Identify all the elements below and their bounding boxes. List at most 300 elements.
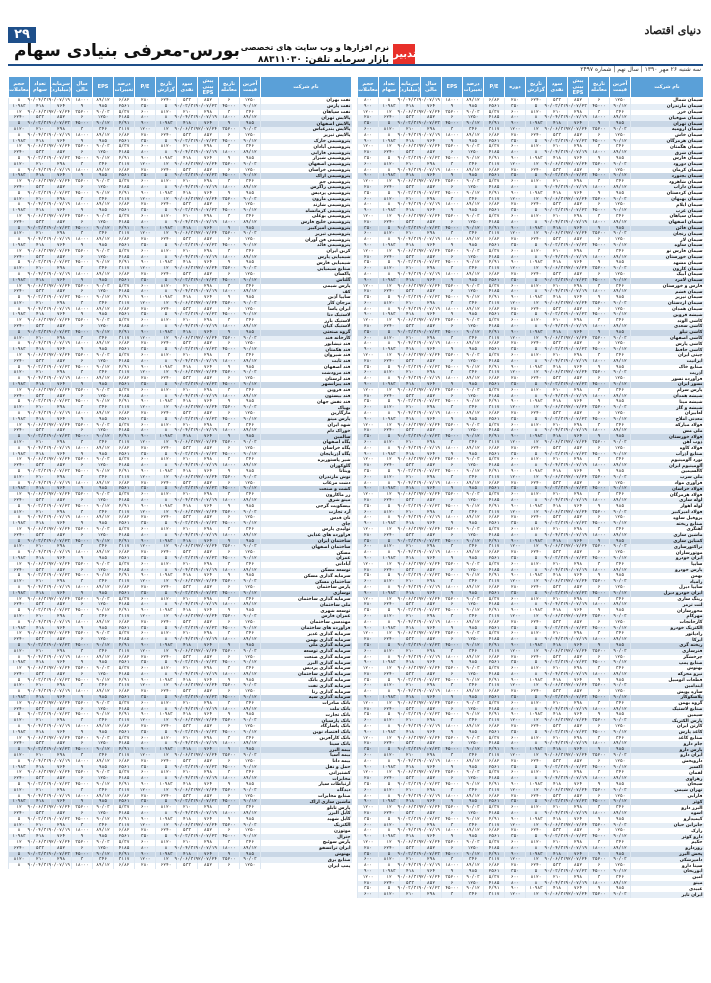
- table-cell: ۹۰/۰۷/۲۳: [48, 712, 70, 718]
- table-cell: ۳۱۱۷: [114, 683, 135, 689]
- table-cell: ۴۱۸: [177, 191, 198, 197]
- table-cell: ۹۰/۰۳: [463, 805, 484, 811]
- table-cell: ۸۹/۱۲: [610, 811, 631, 817]
- table-cell: ۴۱۸: [177, 852, 198, 858]
- table-cell: ۸۰۰: [505, 324, 526, 330]
- table-cell: ۴۱۸: [30, 208, 51, 214]
- table-cell: ۹۰/۰۶/۳۱: [174, 231, 196, 237]
- table-cell: ۸۵۲: [198, 307, 219, 313]
- table-cell: ۲۱۰: [30, 614, 51, 620]
- table-cell: ۱۰۹۸۳: [9, 347, 30, 353]
- table-cell: ۵: [526, 208, 547, 214]
- table-cell: ۴۱۸: [400, 660, 421, 666]
- table-cell: ۶: [219, 828, 240, 834]
- table-cell: ۳۵۲۰۰: [72, 492, 93, 498]
- table-cell: ۴۱۸: [547, 643, 568, 649]
- table-cell: ۲۸۰: [505, 794, 526, 800]
- table-cell: ۲۱۰: [177, 249, 198, 255]
- table-cell: ۴۵۰۰۰: [219, 347, 240, 353]
- table-cell: ۳۴۶: [93, 510, 114, 516]
- table-cell: ۶۲۴۰: [156, 828, 177, 834]
- table-cell: ۹۰/۱۲: [463, 330, 484, 336]
- table-cell: ۸۱۲۰: [526, 701, 547, 707]
- table-cell: ۳۴۶: [93, 857, 114, 863]
- table-cell: ۳۱۱۷: [484, 301, 505, 307]
- column-header: درصد تغییرات: [463, 77, 484, 98]
- table-cell: ۸: [526, 185, 547, 191]
- table-cell: ۹۰/۰۳: [93, 666, 114, 672]
- table-cell: ۹: [589, 886, 610, 892]
- table-cell: ۹۸۵: [240, 817, 261, 823]
- table-cell: ۱۰۹۸۳: [9, 730, 30, 736]
- table-cell: ۱۲: [156, 127, 177, 133]
- table-cell: ۸۱۲۰: [9, 579, 30, 585]
- table-cell: ۸۱۲۰: [9, 614, 30, 620]
- table-cell: ۸: [156, 533, 177, 539]
- table-cell: ۳۴۶: [93, 649, 114, 655]
- table-cell: ۶: [219, 202, 240, 208]
- table-cell: ۵: [379, 191, 400, 197]
- table-cell: ۲۹۸: [51, 127, 72, 133]
- table-cell: ۶/۸۲: [484, 237, 505, 243]
- table-cell: ۹۸۵: [610, 782, 631, 788]
- table-cell: ۱۲۰۰: [135, 301, 156, 307]
- table-cell: ۳۵۰: [135, 486, 156, 492]
- table-cell: ۶۲۴۰: [379, 115, 400, 121]
- table-cell: ۳۵۲۰۰: [72, 388, 93, 394]
- table-cell: ۳۱۱۷: [114, 823, 135, 829]
- table-cell: ۸۱۲۰: [526, 423, 547, 429]
- table-cell: ۱۲: [379, 701, 400, 707]
- table-cell: ۹۰/۰۴/۳۱: [174, 776, 196, 782]
- table-cell: ۲۱۰: [400, 475, 421, 481]
- table-cell: ۶۰۰: [358, 718, 379, 724]
- company-name: سیمان ایلام: [631, 202, 704, 208]
- table-cell: ۱۸۰۰۰: [219, 498, 240, 504]
- table-cell: ۹: [219, 191, 240, 197]
- table-cell: ۸۵۲: [51, 428, 72, 434]
- table-cell: ۲۸۰: [135, 272, 156, 278]
- company-name: پتروشیمی زاگرس: [261, 185, 352, 191]
- table-cell: ۶: [442, 776, 463, 782]
- company-name: پتروشیمی خارک: [261, 139, 352, 145]
- table-cell: ۹۰/۰۷/۲۳: [48, 469, 70, 474]
- table-cell: ۸۰۰: [358, 550, 379, 556]
- table-cell: ۸۹/۱۲: [610, 637, 631, 643]
- table-cell: ۹۰/۰۳/۳۱: [174, 103, 196, 109]
- table-cell: ۱۲: [379, 388, 400, 394]
- table-cell: ۲۱۰: [30, 301, 51, 307]
- table-cell: ۵۳۳: [400, 324, 421, 330]
- table-cell: ۴۱۸: [30, 243, 51, 249]
- table-cell: ۸۱۲۰: [156, 805, 177, 811]
- company-name: پارس سوئیچ: [261, 840, 352, 846]
- table-cell: ۲۱۰: [547, 179, 568, 185]
- table-cell: ۱۰۹۸۳: [526, 469, 547, 475]
- column-header: تاریخ معامله: [589, 77, 610, 98]
- table-cell: ۳۵۲۰۰: [442, 840, 463, 846]
- table-cell: ۹۰/۰۳/۳۱: [544, 590, 566, 596]
- table-cell: ۹۰/۰۴/۳۱: [174, 219, 196, 225]
- table-cell: ۲۵۶۱: [114, 278, 135, 284]
- table-cell: ۶: [589, 585, 610, 591]
- table-cell: ۲۹۸: [51, 197, 72, 203]
- table-cell: ۹: [589, 608, 610, 614]
- table-cell: ۸۰۰: [505, 533, 526, 539]
- table-cell: ۳۵۲۰۰: [589, 231, 610, 237]
- table-cell: ۹۰/۰۳/۳۱: [397, 747, 419, 753]
- table-cell: ۴/۹۱: [484, 469, 505, 475]
- company-name: سیمان لار: [631, 237, 704, 243]
- table-cell: ۹۰/۱۲: [93, 399, 114, 405]
- table-cell: ۲۱۰: [30, 579, 51, 585]
- table-cell: ۲۹۸: [51, 857, 72, 863]
- company-name: چینی ایران: [631, 353, 704, 359]
- table-cell: ۸۵۲: [198, 98, 219, 104]
- table-cell: ۸۰۰: [358, 655, 379, 661]
- company-name: ایران دارو: [631, 753, 704, 759]
- table-cell: ۹۸۵: [463, 417, 484, 423]
- table-cell: ۹۰/۰۷/۲۳: [418, 295, 440, 301]
- table-cell: ۹۰/۰۴/۳۱: [174, 845, 196, 851]
- table-cell: ۹۰/۱۲: [93, 643, 114, 649]
- table-cell: ۴۱۸۵: [114, 255, 135, 261]
- table-cell: ۱۲۵۰: [93, 115, 114, 121]
- table-cell: ۹۲/۰۷/۲۴: [418, 144, 440, 150]
- table-cell: ۹۰/۰۶/۳۱: [27, 666, 49, 672]
- table-cell: ۲۵۶۱: [484, 104, 505, 110]
- table-cell: ۴/۹۱: [484, 573, 505, 579]
- table-cell: ۵۳۳: [30, 428, 51, 434]
- table-cell: ۶۲۴۰: [526, 411, 547, 417]
- table-cell: ۹۰۰: [358, 139, 379, 145]
- table-cell: ۶۰۰: [358, 197, 379, 203]
- table-cell: ۹۰/۰۷/۱۹: [195, 150, 217, 156]
- table-cell: ۶: [72, 707, 93, 713]
- table-cell: ۲۹۸: [198, 353, 219, 359]
- company-name: نسوز ایران: [631, 382, 704, 388]
- table-cell: ۸۱۲۰: [379, 823, 400, 829]
- table-cell: ۱۲۵۰: [610, 133, 631, 139]
- table-cell: ۱۸۰۰۰: [442, 411, 463, 417]
- table-cell: ۴۱۸: [400, 869, 421, 875]
- table-cell: ۹۰/۱۲: [93, 573, 114, 579]
- table-cell: ۶۰۰: [505, 770, 526, 776]
- table-cell: ۹۰/۰۴/۳۱: [544, 219, 566, 225]
- table-cell: ۸۵۲: [568, 863, 589, 869]
- table-cell: ۶۰۰: [135, 144, 156, 150]
- table-cell: ۲۵۶۱: [114, 799, 135, 805]
- table-cell: ۲۸۰: [505, 863, 526, 869]
- table-cell: ۵۳۳: [177, 202, 198, 208]
- table-cell: ۹۰/۰۶/۳۱: [544, 509, 566, 515]
- company-name: الکتریک خودرو: [631, 626, 704, 632]
- company-name: سیمان صوفیان: [631, 115, 704, 121]
- table-cell: ۵۳۳: [30, 498, 51, 504]
- table-cell: ۴/۹۱: [484, 191, 505, 197]
- table-cell: ۸۱۲۰: [156, 388, 177, 394]
- table-cell: ۴۱۸: [30, 486, 51, 492]
- company-name: فولاد خوزستان: [631, 434, 704, 440]
- column-header: سال مالی: [421, 77, 442, 98]
- table-cell: ۹۰/۰۷/۱۹: [565, 637, 587, 643]
- table-cell: ۲۱۰: [177, 736, 198, 742]
- table-cell: ۹۸۵: [610, 678, 631, 684]
- table-cell: ۳۵۰: [358, 539, 379, 545]
- company-name: قند پیرانشهر: [261, 382, 352, 388]
- table-cell: ۸۵۲: [198, 341, 219, 347]
- table-cell: ۵: [156, 452, 177, 458]
- table-cell: ۹۰/۰۳: [610, 197, 631, 203]
- table-cell: ۱۰۹۸۳: [156, 782, 177, 788]
- table-cell: ۹۸۵: [463, 452, 484, 458]
- company-name: سیمان داراب: [631, 185, 704, 191]
- table-cell: ۵: [9, 399, 30, 405]
- table-cell: ۹۰۰: [358, 173, 379, 179]
- table-cell: ۹۲/۰۷/۲۴: [418, 387, 440, 393]
- table-cell: ۹۰/۰۷/۲۳: [418, 538, 440, 544]
- table-cell: ۴۱۸: [400, 452, 421, 458]
- table-cell: ۶۲۴۰: [526, 689, 547, 695]
- table-cell: ۹۰/۰۶/۳۱: [397, 387, 419, 393]
- table-cell: ۲۹۸: [198, 423, 219, 429]
- table-cell: ۹۰/۰۴/۳۱: [544, 497, 566, 503]
- table-cell: ۸: [379, 341, 400, 347]
- company-name: فولاد خراسان: [631, 486, 704, 492]
- table-cell: ۹۸۵: [463, 312, 484, 318]
- table-cell: ۴/۹۱: [484, 747, 505, 753]
- table-cell: ۹۰/۰۷/۱۹: [48, 619, 70, 625]
- table-cell: ۹: [72, 765, 93, 771]
- table-cell: ۷۶۴: [198, 156, 219, 162]
- table-cell: ۸۹/۱۲: [93, 376, 114, 382]
- table-cell: ۴۱۸۵: [484, 220, 505, 226]
- table-cell: ۳۴۶: [93, 405, 114, 411]
- table-cell: ۲۱۰: [547, 840, 568, 846]
- table-cell: ۹۰/۰۳/۳۱: [544, 764, 566, 770]
- table-cell: ۳۵۰: [135, 834, 156, 840]
- table-cell: ۹۰/۰۳/۳۱: [544, 834, 566, 840]
- table-cell: ۴۱۸: [400, 486, 421, 492]
- table-cell: ۹۰/۰۷/۲۳: [565, 868, 587, 874]
- table-cell: ۴۱۸: [30, 139, 51, 145]
- table-cell: ۲۱۰: [30, 753, 51, 759]
- table-cell: ۱۲۰۰: [135, 579, 156, 585]
- table-cell: ۴۱۸: [400, 765, 421, 771]
- table-cell: ۹۰/۰۳/۳۱: [174, 625, 196, 631]
- table-cell: ۶: [442, 707, 463, 713]
- table-cell: ۳۱۱۷: [114, 370, 135, 376]
- table-cell: ۸۱۲۰: [526, 770, 547, 776]
- table-cell: ۹۰/۰۷/۱۹: [48, 584, 70, 590]
- company-name: سرمایه گذاری سپه: [261, 695, 352, 701]
- table-cell: ۶۲۴۰: [156, 689, 177, 695]
- table-cell: ۵: [9, 330, 30, 336]
- table-cell: ۹۰/۱۲: [93, 608, 114, 614]
- table-cell: ۹۰/۰۴/۳۱: [544, 671, 566, 677]
- table-cell: ۹۰/۰۳/۳۱: [397, 851, 419, 857]
- table-cell: ۸۱۲۰: [156, 597, 177, 603]
- table-cell: ۱۲: [9, 701, 30, 707]
- table-cell: ۶۰۰: [135, 388, 156, 394]
- table-cell: ۱۲: [9, 423, 30, 429]
- table-cell: ۶/۸۲: [114, 794, 135, 800]
- table-cell: ۴۱۸۵: [114, 602, 135, 608]
- table-cell: ۶۲۴۰: [379, 672, 400, 678]
- table-cell: ۱۲۵۰: [93, 498, 114, 504]
- table-cell: ۹۰/۰۳: [93, 736, 114, 742]
- table-cell: ۹۲/۰۷/۲۴: [418, 492, 440, 498]
- table-cell: ۴۵۰۰۰: [442, 782, 463, 788]
- table-cell: ۶۲۴۰: [9, 811, 30, 817]
- table-cell: ۲۵۶۱: [484, 347, 505, 353]
- company-name: دارو کوثر: [631, 834, 704, 840]
- table-cell: ۶۲۴۰: [156, 794, 177, 800]
- table-cell: ۳۵۰: [358, 121, 379, 127]
- table-cell: ۸۰۰: [358, 168, 379, 174]
- table-cell: ۱۲۵۰: [463, 359, 484, 365]
- table-cell: ۴۵۰۰۰: [219, 765, 240, 771]
- table-cell: ۴۱۸۵: [484, 394, 505, 400]
- table-cell: ۱۲: [526, 544, 547, 550]
- table-cell: ۹۸۵: [240, 365, 261, 371]
- table-cell: ۴۵۰۰۰: [442, 643, 463, 649]
- table-cell: ۶۰۰: [135, 353, 156, 359]
- table-cell: ۲۱۰: [30, 544, 51, 550]
- table-cell: ۶۲۴۰: [156, 376, 177, 382]
- table-cell: ۹۰/۰۳/۳۱: [397, 121, 419, 127]
- table-cell: ۸۵۲: [51, 324, 72, 330]
- table-cell: ۶: [219, 794, 240, 800]
- table-cell: ۹۰۰: [505, 817, 526, 823]
- table-cell: ۴۱۸: [177, 782, 198, 788]
- table-cell: ۹۰/۰۳/۳۱: [174, 173, 196, 179]
- table-cell: ۸۵۲: [198, 689, 219, 695]
- table-cell: ۱۲۰۰: [135, 266, 156, 272]
- table-cell: ۴۱۸۵: [484, 533, 505, 539]
- table-cell: ۵: [9, 295, 30, 301]
- table-cell: ۳: [72, 788, 93, 794]
- ad-line2: بازار سرمایه تلفن: ۸۸۳۱۱۰۳۰: [257, 55, 389, 65]
- table-cell: ۹۰/۰۳/۳۱: [544, 382, 566, 388]
- table-cell: ۹۲/۰۷/۲۴: [418, 353, 440, 359]
- table-cell: ۶: [442, 289, 463, 295]
- table-cell: ۴/۹۱: [484, 399, 505, 405]
- table-cell: ۷۶۴: [421, 104, 442, 110]
- table-cell: ۶۰۰: [135, 179, 156, 185]
- table-cell: ۲۱۰: [177, 631, 198, 637]
- table-cell: ۳۴۶: [463, 440, 484, 446]
- table-cell: ۹۰/۰۷/۱۹: [565, 811, 587, 817]
- table-cell: ۳۱۱۷: [484, 649, 505, 655]
- table-cell: ۸۱۲۰: [526, 492, 547, 498]
- table-cell: ۴۵۰۰۰: [72, 260, 93, 266]
- table-cell: ۱۲: [379, 666, 400, 672]
- table-cell: ۴۱۸۵: [484, 150, 505, 156]
- table-cell: ۹۸۵: [93, 765, 114, 771]
- table-cell: ۵/۳۷: [114, 353, 135, 359]
- table-cell: ۱۸۰۰۰: [442, 481, 463, 487]
- table-cell: ۶۰۰: [135, 457, 156, 463]
- table-cell: ۱۲۵۰: [610, 655, 631, 661]
- table-cell: ۳۵۲۰۰: [442, 353, 463, 359]
- company-name: نوسازی: [261, 591, 352, 597]
- table-cell: ۹۰/۰۷/۱۹: [48, 376, 70, 382]
- table-cell: ۲۱۰: [400, 231, 421, 237]
- table-cell: ۹۸۵: [240, 330, 261, 336]
- table-cell: ۹۰/۰۷/۲۳: [195, 347, 217, 353]
- table-cell: ۹۰/۰۳/۳۱: [174, 764, 196, 770]
- table-cell: ۲۱۰: [30, 475, 51, 481]
- table-cell: ۱۲۰۰: [358, 318, 379, 324]
- table-cell: ۷۶۴: [421, 486, 442, 492]
- table-cell: ۹۰/۰۷/۲۳: [48, 260, 70, 266]
- table-cell: ۲۵۶۱: [484, 799, 505, 805]
- table-cell: ۸۹/۱۲: [610, 568, 631, 574]
- company-name: ایرکا: [631, 637, 704, 643]
- company-name: فرآورده های ساختمان: [261, 626, 352, 632]
- table-cell: ۴۱۸: [400, 626, 421, 632]
- table-cell: ۸۹/۱۲: [240, 394, 261, 400]
- table-cell: ۳۴۶: [463, 370, 484, 376]
- company-name: پالایش اصفهان: [261, 121, 352, 127]
- table-cell: ۴۱۸: [177, 121, 198, 127]
- table-cell: ۴۵۰۰۰: [219, 452, 240, 458]
- table-cell: ۸۱۲۰: [379, 753, 400, 759]
- table-cell: ۱۰۹۸۳: [156, 330, 177, 336]
- table-cell: ۱۲: [156, 857, 177, 863]
- table-cell: ۳۵۰: [505, 869, 526, 875]
- table-cell: ۲۹۸: [568, 179, 589, 185]
- table-cell: ۹۲/۰۷/۲۴: [565, 892, 587, 898]
- table-cell: ۹۰/۰۷/۱۹: [195, 289, 217, 295]
- company-name: کاشی حافظ: [631, 347, 704, 353]
- table-cell: ۹۰/۰۴/۳۱: [174, 463, 196, 469]
- table-cell: ۹۰/۰۷/۲۳: [418, 816, 440, 822]
- table-cell: ۸۹/۱۲: [610, 185, 631, 191]
- table-cell: ۴۵۰۰۰: [219, 486, 240, 492]
- company-name: سرمایه گذاری توسعه: [261, 649, 352, 655]
- table-cell: ۸۰۰: [358, 481, 379, 487]
- table-cell: ۵/۳۷: [114, 179, 135, 185]
- table-cell: ۵: [379, 260, 400, 266]
- table-cell: ۹۲/۰۷/۲۴: [195, 231, 217, 237]
- company-name: بانک پارسیان: [261, 718, 352, 724]
- table-cell: ۹۰/۰۷/۱۹: [48, 654, 70, 660]
- table-cell: ۲۹۸: [51, 370, 72, 376]
- table-cell: ۵۳۳: [177, 446, 198, 452]
- table-cell: ۹۰/۰۶/۳۱: [174, 161, 196, 167]
- table-cell: ۱۲۰۰: [358, 701, 379, 707]
- table-cell: ۹۰/۰۴/۳۱: [544, 463, 566, 469]
- table-cell: ۶۰۰: [505, 597, 526, 603]
- table-cell: ۲۹۸: [421, 370, 442, 376]
- table-cell: ۹۰/۰۳/۳۱: [27, 782, 49, 788]
- table-cell: ۱۲۵۰: [463, 533, 484, 539]
- table-cell: ۴۵۰۰۰: [219, 278, 240, 284]
- table-cell: ۱۲: [9, 318, 30, 324]
- table-cell: ۶: [589, 168, 610, 174]
- table-cell: ۶۰۰: [505, 457, 526, 463]
- table-cell: ۳۵۰: [505, 139, 526, 145]
- table-cell: ۸۰۰: [358, 794, 379, 800]
- table-cell: ۹: [219, 365, 240, 371]
- table-cell: ۵۳۳: [177, 724, 198, 730]
- table-cell: ۹۸۵: [240, 573, 261, 579]
- table-cell: ۲۱۰: [400, 162, 421, 168]
- table-cell: ۶/۸۲: [114, 481, 135, 487]
- table-cell: ۶: [589, 620, 610, 626]
